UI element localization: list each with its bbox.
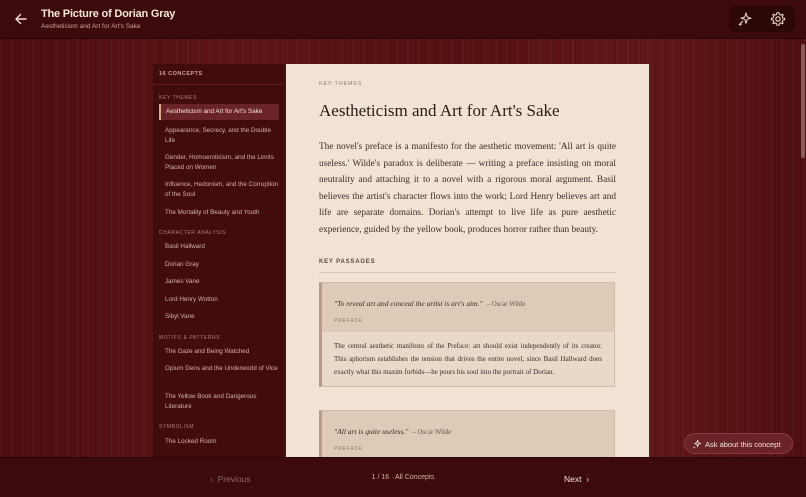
key-passages-heading: KEY PASSAGES <box>319 259 376 265</box>
section-motifs-patterns: MOTIFS & PATTERNS <box>159 335 221 341</box>
concept-count: 16 CONCEPTS <box>159 71 203 77</box>
section-key-themes: KEY THEMES <box>159 95 198 101</box>
sidebar-item-gaze[interactable]: The Gaze and Being Watched <box>165 348 250 355</box>
top-bar <box>0 0 806 39</box>
sidebar-item-appearance[interactable]: Appearance, Secrecy, and the Double Life <box>165 127 271 144</box>
section-symbolism: SYMBOLISM <box>159 424 195 430</box>
passage-card <box>319 282 615 387</box>
chevron-left-icon: ‹ <box>210 474 213 484</box>
sidebar-item-opium[interactable]: Opium Dens and the Underworld of Vice <box>165 365 278 372</box>
sidebar-item-yellow-book[interactable]: The Yellow Book and Dangerous Literature <box>165 393 257 410</box>
chevron-right-icon: › <box>586 474 590 484</box>
scrollbar-thumb[interactable] <box>801 44 805 158</box>
sidebar-item-gender[interactable]: Gender, Homoeroticism, and the Limits Placed on Women <box>165 154 274 171</box>
concept-category: KEY THEMES <box>319 81 363 87</box>
concept-body: The novel's preface is a manifesto for the aesthetic movement: 'All art is quite useless.' Wilde's paradox is deliberate — writing a preface insisting on moral neutrality and attaching it to a novel with a rigorous moral argument. Basil believes the artist's character flows into the work; Lord Henry believes art and life are separate domains. Dorian's attempt to live life as pure aesthetic experience, guided by the yellow book, produces horror rather than beauty. <box>319 142 616 235</box>
passage-quote: "All art is quite useless." <box>334 427 409 436</box>
sidebar-divider <box>153 84 285 85</box>
next-button[interactable] <box>564 474 589 484</box>
sidebar-item-sibyl[interactable]: Sibyl Vane <box>165 313 195 320</box>
passage-commentary: The central aesthetic manifesto of the Preface: art should exist independently of its creator. This aphorism establishes the tension that drives the entire novel, since Basil Hallward does exactly what this maxim forbids—he pours his soul into the portrait of Dorian. <box>334 342 602 376</box>
bottom-nav <box>0 457 806 497</box>
passage-source-label: PREFACE <box>334 446 363 452</box>
key-passages-rule <box>319 272 616 273</box>
sidebar-item-basil[interactable]: Basil Hallward <box>165 243 205 250</box>
passage-source-label: PREFACE <box>334 318 363 324</box>
passage-attribution: – Oscar Wilde <box>412 429 452 436</box>
concept-title: Aestheticism and Art for Art's Sake <box>319 101 560 120</box>
passage-card <box>319 410 615 457</box>
book-title: The Picture of Dorian Gray <box>41 8 176 20</box>
header-actions <box>729 6 795 32</box>
ask-about-concept-button[interactable] <box>684 433 793 454</box>
arrow-left-icon <box>12 10 30 28</box>
section-character-analysis: CHARACTER ANALYSIS <box>159 230 227 236</box>
sidebar-item-james[interactable]: James Vane <box>165 278 200 285</box>
passage-quote-box <box>322 283 614 332</box>
sidebar-item-lord-henry[interactable]: Lord Henry Wotton <box>165 296 218 303</box>
sparkles-icon <box>692 439 702 449</box>
passage-attribution: – Oscar Wilde <box>486 301 526 308</box>
current-concept-subtitle: Aestheticism and Art for Art's Sake <box>41 23 141 30</box>
settings-button[interactable] <box>770 11 786 27</box>
ask-button-label: Ask about this concept <box>705 440 781 449</box>
passage-quote: "To reveal art and conceal the artist is art's aim." <box>334 299 483 308</box>
previous-label: Previous <box>217 474 251 484</box>
next-label: Next <box>564 474 582 484</box>
concept-sidebar <box>153 64 285 457</box>
gear-icon <box>770 11 786 27</box>
sparkles-button[interactable] <box>737 11 753 27</box>
passage-quote-box <box>322 411 614 457</box>
pager-label: 1 / 16 · All Concepts <box>371 474 435 481</box>
sidebar-item-dorian[interactable]: Dorian Gray <box>165 261 199 268</box>
sparkles-icon <box>737 11 753 27</box>
sidebar-item-influence[interactable]: Influence, Hedonism, and the Corruption of the Soul <box>165 181 279 198</box>
sidebar-item-locked-room[interactable]: The Locked Room <box>165 438 217 445</box>
back-button[interactable] <box>12 10 30 28</box>
sidebar-item-mortality[interactable]: The Mortality of Beauty and Youth <box>165 209 260 216</box>
sidebar-item-aestheticism[interactable]: Aestheticism and Art for Art's Sake <box>159 104 279 120</box>
concept-content <box>286 64 649 457</box>
